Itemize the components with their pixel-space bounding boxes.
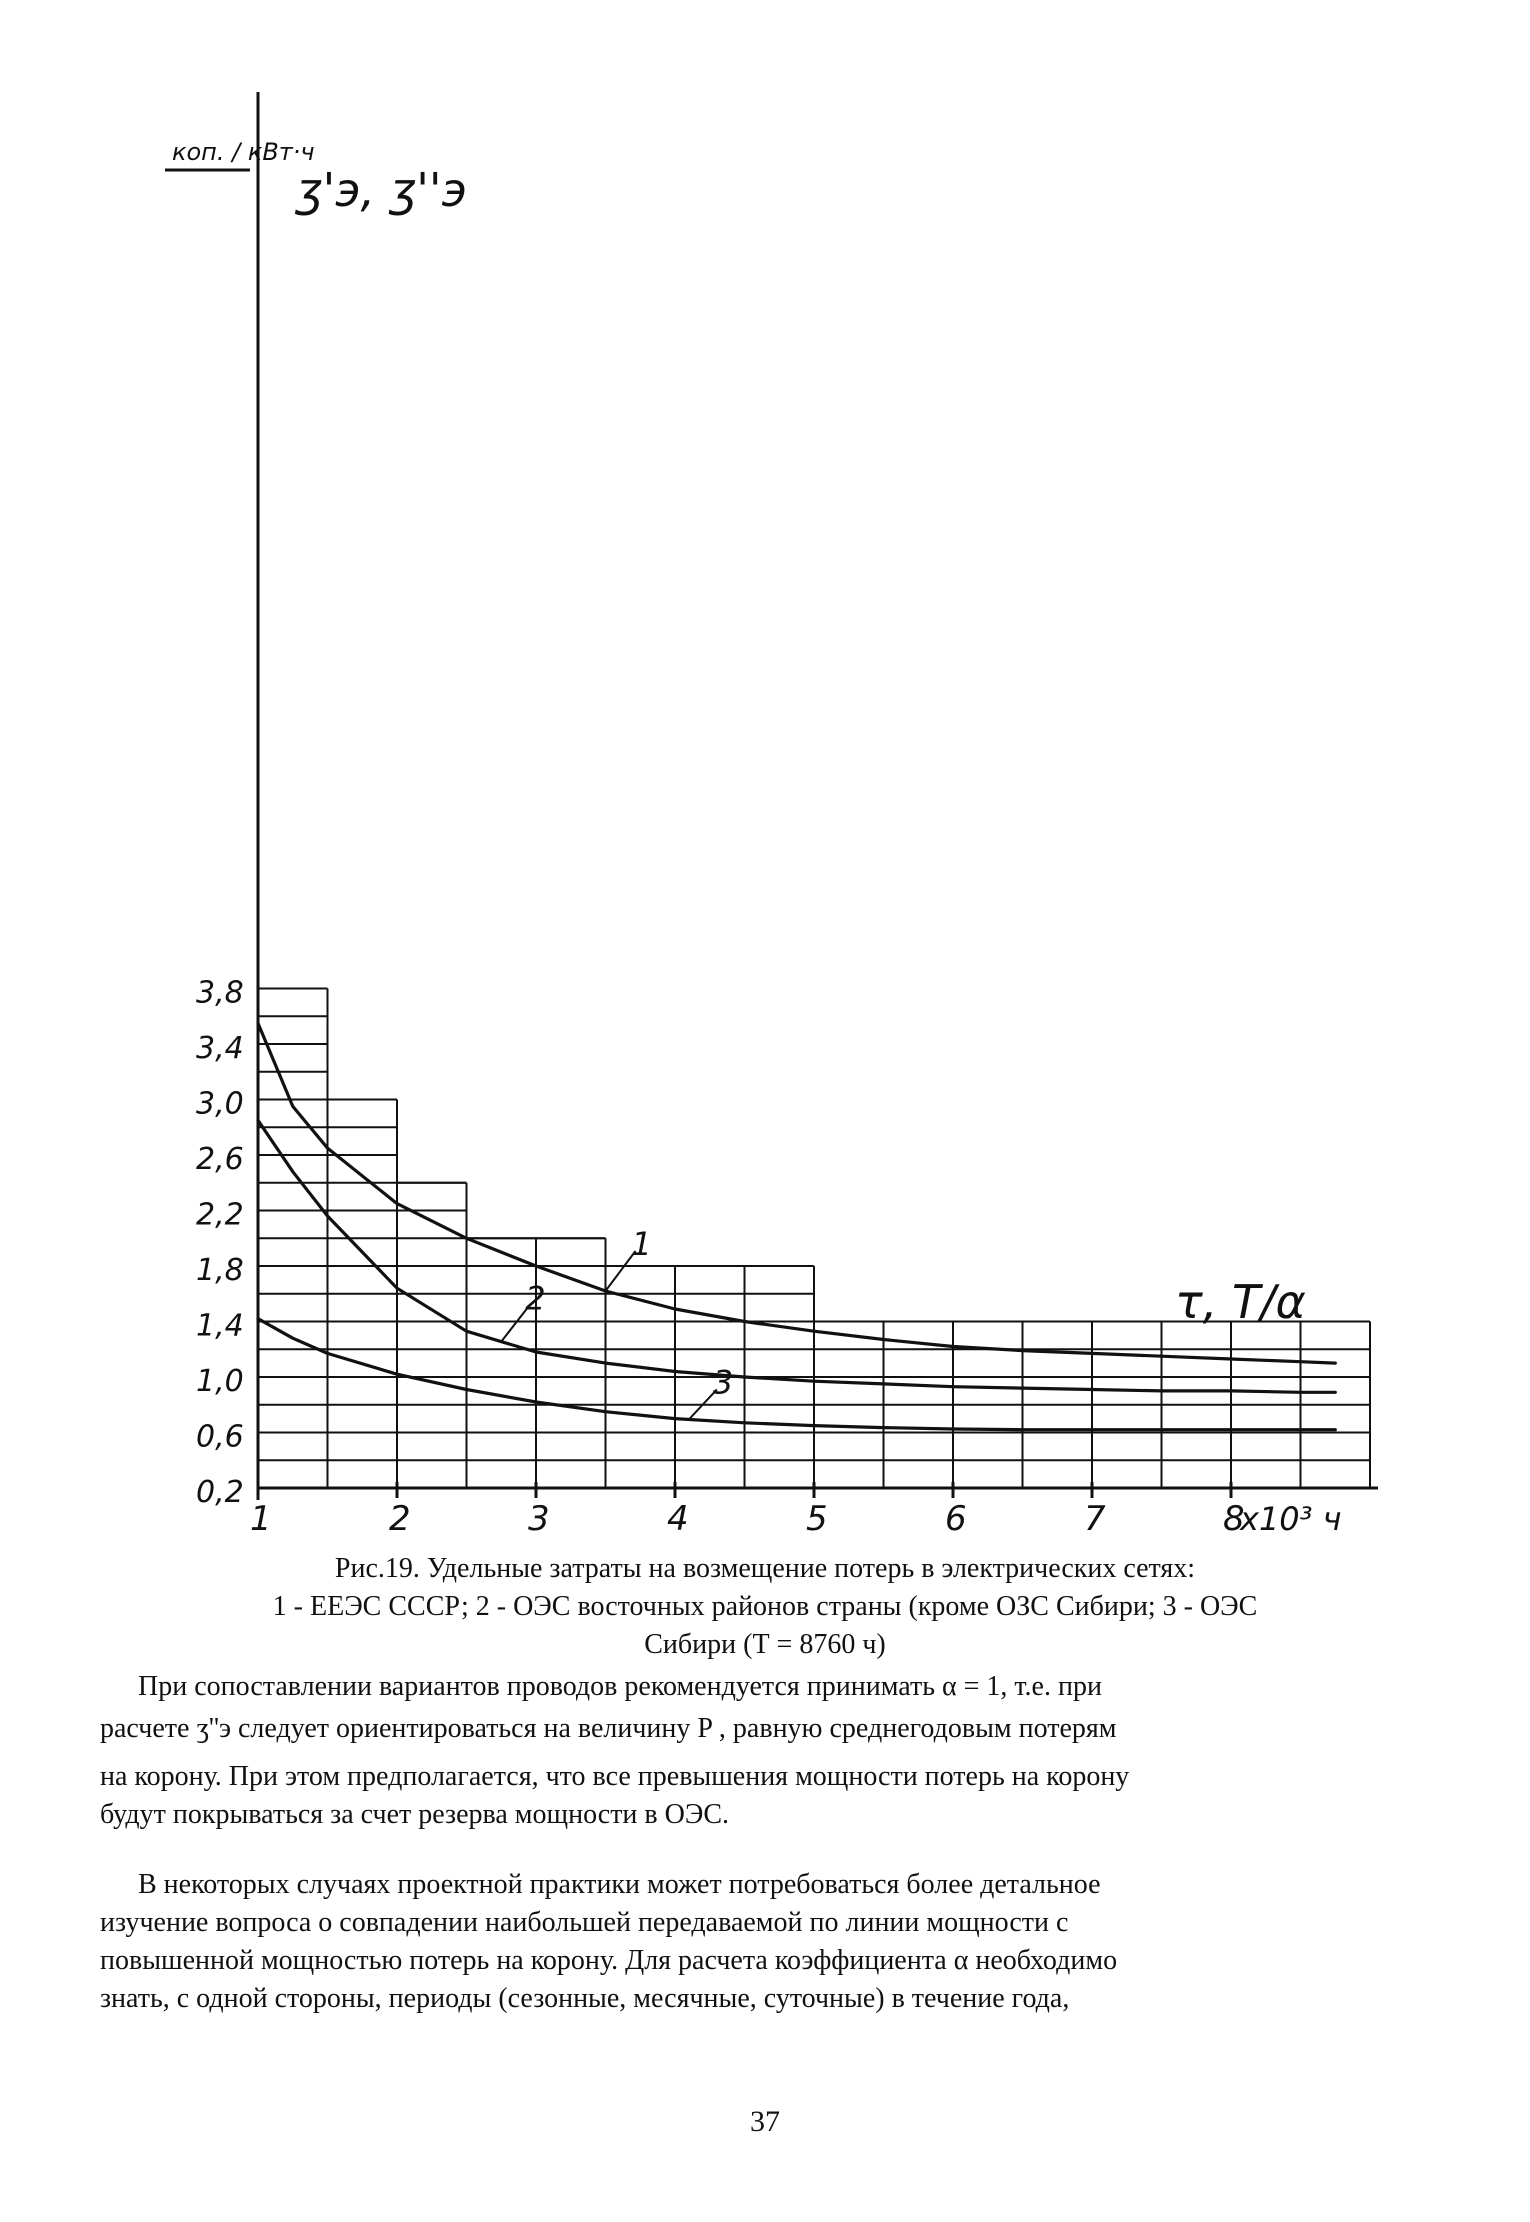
- x-unit-label: x10³ ч: [1240, 1500, 1342, 1538]
- y-units-label: коп. / кВт·ч: [172, 138, 315, 166]
- curve-label-3: 3: [712, 1363, 734, 1402]
- y-tick-label: 1,0: [196, 1364, 244, 1399]
- p1-line-1: При сопоставлении вариантов проводов рекомендуется принимать α = 1, т.е. при: [138, 1671, 1102, 1702]
- y-tick-label: 3,0: [196, 1086, 244, 1122]
- y-tick-label: 2,2: [196, 1197, 244, 1233]
- p2-line-3: повышенной мощностью потерь на корону. Для расчета коэффициента α необходимо: [100, 1945, 1118, 1976]
- x-tick-label: 6: [945, 1499, 967, 1539]
- caption-line-1: Рис.19. Удельные затраты на возмещение потерь в электрических сетях:: [334, 1553, 1196, 1584]
- figure-caption: [100, 1550, 1430, 1664]
- p1-line-4: будут покрываться за счет резерва мощности в ОЭС.: [100, 1799, 730, 1830]
- y-symbols-label: ʒ'э, ʒ''э: [296, 163, 467, 217]
- p2-line-2: изучение вопроса о совпадении наибольшей передаваемой по линии мощности с: [100, 1907, 1069, 1938]
- p2-line-4: знать, с одной стороны, периоды (сезонные, месячные, суточные) в течение года,: [100, 1983, 1070, 2014]
- chart-grid: [258, 989, 1370, 1489]
- x-tick-label: 5: [806, 1499, 828, 1539]
- y-tick-label: 0,2: [196, 1475, 244, 1510]
- paragraph-2: [100, 1866, 1430, 2018]
- y-tick-label: 3,8: [196, 975, 244, 1011]
- p1-line-3: на корону. При этом предполагается, что все превышения мощности потерь на корону: [100, 1761, 1130, 1792]
- curve-3: [258, 1319, 1335, 1430]
- x-axis-label: τ, T/α: [1175, 1275, 1306, 1329]
- y-tick-label: 3,4: [196, 1031, 244, 1066]
- chart-tick-labels: [196, 976, 1245, 1540]
- curve-label-1: 1: [631, 1224, 652, 1263]
- p1-line-2: расчете ʒ''э следует ориентироваться на величину P , равную среднегодовым потерям: [100, 1713, 1117, 1744]
- curve-1: [258, 1023, 1335, 1363]
- y-tick-label: 1,4: [196, 1308, 244, 1344]
- x-tick-label: 2: [389, 1499, 411, 1539]
- caption-line-3: Сибири (Т = 8760 ч): [644, 1629, 886, 1660]
- paragraph-1: [100, 1668, 1430, 1834]
- curve-label-2: 2: [525, 1279, 546, 1318]
- page-number: 37: [750, 2105, 780, 2138]
- p2-line-1: В некоторых случаях проектной практики может потребоваться более детальное: [138, 1869, 1101, 1900]
- curve-2: [258, 1120, 1335, 1392]
- x-tick-label: 7: [1084, 1499, 1106, 1539]
- y-tick-label: 0,6: [196, 1419, 244, 1455]
- y-tick-label: 2,6: [196, 1142, 244, 1177]
- chart-curves: [258, 1023, 1335, 1429]
- x-tick-label: 1: [250, 1499, 272, 1539]
- caption-line-2: 1 - ЕЕЭС СССР; 2 - ОЭС восточных районов страны (кроме ОЗС Сибири; 3 - ОЭС: [272, 1591, 1258, 1622]
- x-tick-label: 4: [667, 1499, 689, 1539]
- x-tick-label: 8: [1223, 1499, 1245, 1539]
- y-tick-label: 1,8: [196, 1253, 244, 1288]
- x-tick-label: 3: [528, 1499, 550, 1539]
